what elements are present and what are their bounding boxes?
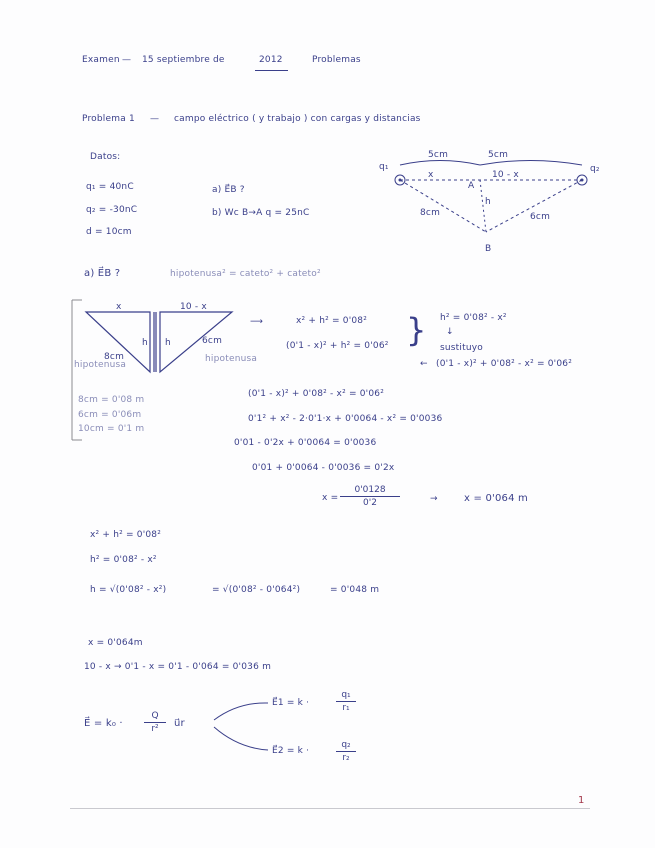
field-ur: u⃗r bbox=[174, 718, 185, 729]
diagram-d1: 5cm bbox=[428, 150, 449, 160]
question-a: a) E⃗B ? bbox=[212, 185, 245, 195]
system-eq1: x² + h² = 0'08² bbox=[296, 316, 368, 326]
x-value: x = 0'064m bbox=[88, 638, 143, 648]
conversion-2: 6cm = 0'06m bbox=[78, 410, 142, 420]
problem-title: campo eléctrico ( y trabajo ) con cargas y distancias bbox=[174, 114, 421, 124]
solve-result: x = 0'064 m bbox=[464, 493, 528, 504]
header-right: Problemas bbox=[312, 55, 361, 65]
datos-q1: q₁ = 40nC bbox=[86, 182, 134, 192]
system-down-arrow: ↓ bbox=[446, 327, 454, 337]
diagram-q2: q₂ bbox=[590, 164, 600, 174]
diagram-q1: q₁ bbox=[379, 162, 389, 172]
part-a-label: a) E⃗B ? bbox=[84, 268, 121, 279]
conversion-3: 10cm = 0'1 m bbox=[78, 424, 145, 434]
problem-label: Problema 1 bbox=[82, 114, 135, 124]
page-number: 1 bbox=[578, 795, 585, 806]
diagram-B: B bbox=[485, 244, 492, 254]
solve-line3: 0'01 - 0'2x + 0'0064 = 0'0036 bbox=[234, 438, 377, 448]
system-r3-arrow: ← bbox=[420, 359, 428, 369]
field-E1-r1: r₁ bbox=[342, 703, 350, 713]
sketch-h2: h bbox=[165, 338, 171, 348]
bottom-rule bbox=[70, 808, 590, 809]
solve-denominator: 0'2 bbox=[363, 498, 377, 508]
header-dash: — bbox=[122, 55, 132, 65]
solve-arrow: → bbox=[430, 494, 438, 504]
x-complement: 10 - x → 0'1 - x = 0'1 - 0'064 = 0'036 m bbox=[84, 662, 272, 672]
header-date: 15 septiembre de bbox=[142, 55, 225, 65]
sketch-h1: h bbox=[142, 338, 148, 348]
sketch-side1: 8cm bbox=[104, 352, 125, 362]
arrow-to-system: ⟶ bbox=[250, 317, 264, 327]
header-left: Examen bbox=[82, 55, 120, 65]
field-E2: E⃗2 = k · bbox=[272, 746, 310, 756]
diagram-l1: 8cm bbox=[420, 208, 441, 218]
h-calc-line3b: = √(0'08² - 0'064²) bbox=[212, 585, 301, 595]
h-calc-line3a: h = √(0'08² - x²) bbox=[90, 585, 167, 595]
datos-label: Datos: bbox=[90, 152, 121, 162]
diagram-d2: 5cm bbox=[488, 150, 509, 160]
field-E1: E⃗1 = k · bbox=[272, 698, 310, 708]
field-r2: r² bbox=[151, 724, 159, 734]
branch-up bbox=[214, 703, 268, 720]
h-calc-line2: h² = 0'08² - x² bbox=[90, 555, 157, 565]
h-calc-line1: x² + h² = 0'08² bbox=[90, 530, 162, 540]
solve-line1: (0'1 - x)² + 0'08² - x² = 0'06² bbox=[248, 389, 385, 399]
field-E2-fraction bbox=[336, 740, 356, 763]
header-year: 2012 bbox=[259, 55, 283, 65]
field-E1-fraction bbox=[336, 690, 356, 713]
system-brace: } bbox=[406, 311, 427, 349]
sketch-side2: 6cm bbox=[202, 336, 223, 346]
field-E2-q2: q₂ bbox=[341, 740, 351, 750]
field-E1-q1: q₁ bbox=[341, 690, 351, 700]
sketch-hyp1: hipotenusa bbox=[74, 360, 127, 370]
pythagoras-note: hipotenusa² = cateto² + cateto² bbox=[170, 269, 321, 279]
solve-line2: 0'1² + x² - 2·0'1·x + 0'0064 - x² = 0'0036 bbox=[248, 414, 443, 424]
h-calc-line3c: = 0'048 m bbox=[330, 585, 380, 595]
field-Q: Q bbox=[151, 711, 159, 721]
diagram-x: x bbox=[428, 170, 434, 180]
system-eq2: (0'1 - x)² + h² = 0'06² bbox=[286, 341, 389, 351]
diagram-x2: 10 - x bbox=[492, 170, 519, 180]
solve-numerator: 0'0128 bbox=[354, 485, 386, 495]
diagram-l2: 6cm bbox=[530, 212, 551, 222]
conversion-1: 8cm = 0'08 m bbox=[78, 395, 145, 405]
system-r3: (0'1 - x)² + 0'08² - x² = 0'06² bbox=[436, 359, 573, 369]
system-r2: sustituyo bbox=[440, 343, 483, 353]
solve-x-eq: x = bbox=[322, 493, 339, 503]
problem-arrow: — bbox=[150, 114, 160, 124]
sketch-x: x bbox=[116, 302, 122, 312]
system-r1: h² = 0'08² - x² bbox=[440, 313, 507, 323]
sketch-hyp2: hipotenusa bbox=[205, 354, 258, 364]
diagram-A: A bbox=[468, 181, 475, 191]
field-lhs: E⃗ = k₀ · bbox=[84, 718, 123, 729]
field-E2-r2: r₂ bbox=[342, 753, 350, 763]
datos-d: d = 10cm bbox=[86, 227, 132, 237]
sketch-x2: 10 - x bbox=[180, 302, 207, 312]
branch-down bbox=[214, 727, 268, 750]
diagram-h: h bbox=[485, 197, 491, 207]
datos-q2: q₂ = -30nC bbox=[86, 205, 138, 215]
question-b: b) Wc B→A q = 25nC bbox=[212, 208, 310, 218]
solve-line4: 0'01 + 0'0064 - 0'0036 = 0'2x bbox=[252, 463, 395, 473]
